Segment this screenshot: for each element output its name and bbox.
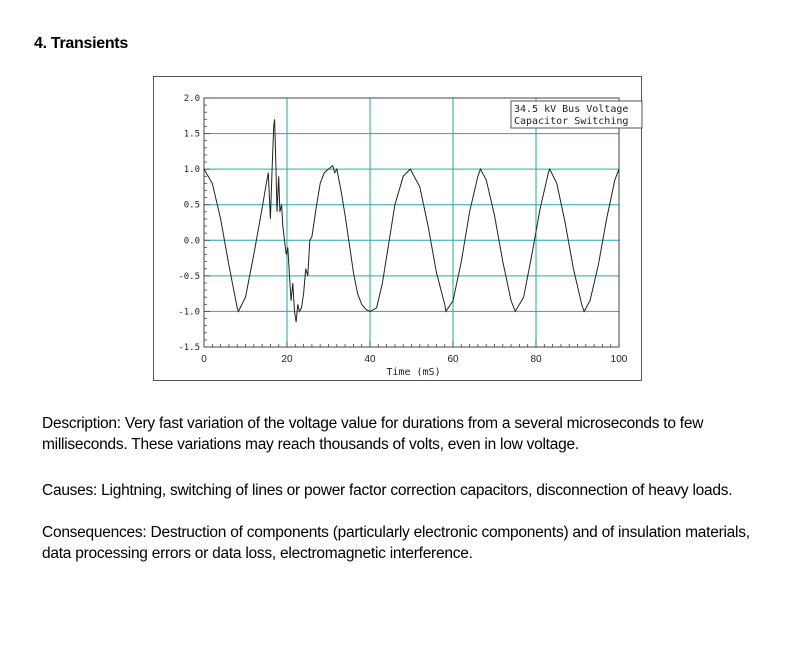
x-tick-label: 100: [610, 354, 628, 365]
y-tick-label: 0.5: [183, 200, 200, 211]
y-tick-label: -1.0: [178, 307, 200, 318]
y-tick-label: 2.0: [183, 94, 200, 104]
y-tick-label: -0.5: [178, 271, 200, 282]
series-line: [204, 119, 619, 322]
description-paragraph: Description: Very fast variation of the voltage value for durations from a several microseconds to few milliseconds. These variations may reach thousands of volts, even in low voltage.: [42, 415, 704, 453]
line-chart: [154, 77, 643, 382]
x-tick-label: 0: [201, 354, 207, 365]
x-tick-label: 60: [447, 354, 459, 365]
y-tick-label: -1.5: [178, 343, 200, 353]
causes-paragraph: Causes: Lightning, switching of lines or power factor correction capacitors, disconnection of heavy loads.: [42, 482, 733, 499]
y-tick-label: 1.0: [183, 165, 200, 176]
x-tick-label: 80: [530, 354, 542, 365]
legend-entry: 34.5 kV Bus Voltage: [514, 104, 629, 115]
section-heading: 4. Transients: [34, 35, 128, 52]
y-tick-label: 1.5: [183, 129, 200, 140]
plot-area-border: [204, 98, 619, 347]
legend-entry: Capacitor Switching: [514, 116, 629, 127]
x-axis-title: Time (mS): [386, 367, 441, 378]
consequences-paragraph: Consequences: Destruction of components (particularly electronic components) and of insulation materials, data processing errors or data loss, electromagnetic interference.: [42, 524, 750, 562]
chart-figure: [153, 76, 642, 381]
x-tick-label: 20: [281, 354, 293, 365]
y-tick-label: 0.0: [183, 236, 200, 247]
x-tick-label: 40: [364, 354, 376, 365]
